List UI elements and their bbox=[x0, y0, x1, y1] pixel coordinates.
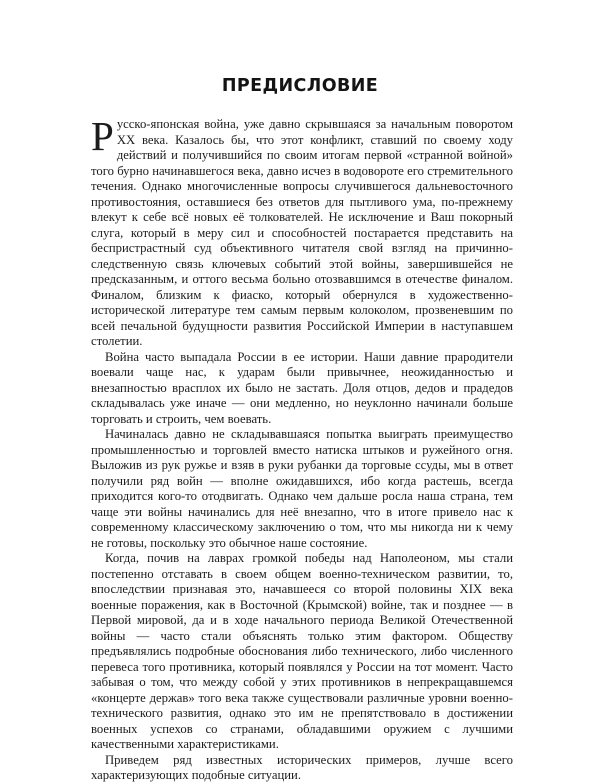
body-text bbox=[91, 113, 513, 784]
paragraph: Когда, почив на лаврах громкой победы над Наполеоном, мы стали постепенно отставать в своем общем военно-техническом развитии, то, впоследствии признавая это, начавшееся со второй половины XIX века военные поражения, как в Восточной (Крымской) войне, так и позднее — в Первой мировой, да и в ходе начального периода Великой Отечественной войны — часто стали объяснять только этим фактором. Обществу предъявлялись подробные обоснования либо технического, либо численного перевеса того противника, который появлялся у России на тот момент. Часто забывая о том, что между собой у этих противников в непрекращавшемся «концерте держав» того века также существовали различные уровни военно-технического развития, однако это им не препятствовало в достижении военных успехов со странами, обладавшими оружием с лучшими качественными характеристиками. bbox=[91, 551, 513, 751]
paragraph bbox=[91, 113, 513, 350]
paragraph: Война часто выпадала России в ее истории. Наши давние прародители воевали чаще нас, к ударам были привычнее, неожиданностью и внезапностью врасплох их было не застать. Доля отцов, дедов и прадедов складывалась уже иначе — они медленно, но неуклонно начинали больше торговать и строить, чем воевать. bbox=[91, 349, 513, 426]
drop-cap: Р bbox=[91, 113, 114, 159]
page-title: ПРЕДИСЛОВИЕ bbox=[221, 76, 379, 96]
paragraph-text: усско-японская война, уже давно скрывшаяся за начальным поворотом XX века. Казалось бы, что этот конфликт, ставший по своему ходу действий и получившийся по своим итогам первой «странной войной» того бурно начинавшегося века, давно исчез в водовороте его стремительного течения. Однако многочисленные вопросы случившегося дальневосточного противостояния, оставшиеся без ответов для пытливого ума, по-прежнему влекут к себе всё новых её толкователей. Не исключение и Ваш покорный слуга, который в меру сил и способностей постарается представить на беспристрастный суд объективного читателя свой взгляд на причинно-следственную связь ключевых событий этой войны, завершившейся не предсказанным, и оттого весьма больно отозвавшимся в отечестве финалом. Финалом, близким к фиаско, который обернулся в художественно-исторической литературе тем самым первым колоколом, прозвеневшим по всей печальной будущности развития Российской Империи в наступавшем столетии. bbox=[91, 117, 513, 348]
paragraph: Начиналась давно не складывавшаяся попытка выиграть преимущество промышленностью и торговлей вместо натиска штыков и ружейного огня. Выложив из рук ружье и взяв в руки рубанки да торговые ссуды, мы в ответ получили ряд войн — вполне ожидавшихся, ибо когда растешь, всегда приходится кого-то отодвигать. Однако чем дальше росла наша страна, тем чаще эти войны начинались для неё внезапно, что в итоге привело нас к современному классическому заключению о том, что мы никогда ни к чему не готовы, поскольку это обычное наше состояние. bbox=[91, 427, 513, 550]
paragraph: Приведем ряд известных исторических примеров, лучше всего характеризующих подобные ситуации. bbox=[91, 752, 513, 782]
